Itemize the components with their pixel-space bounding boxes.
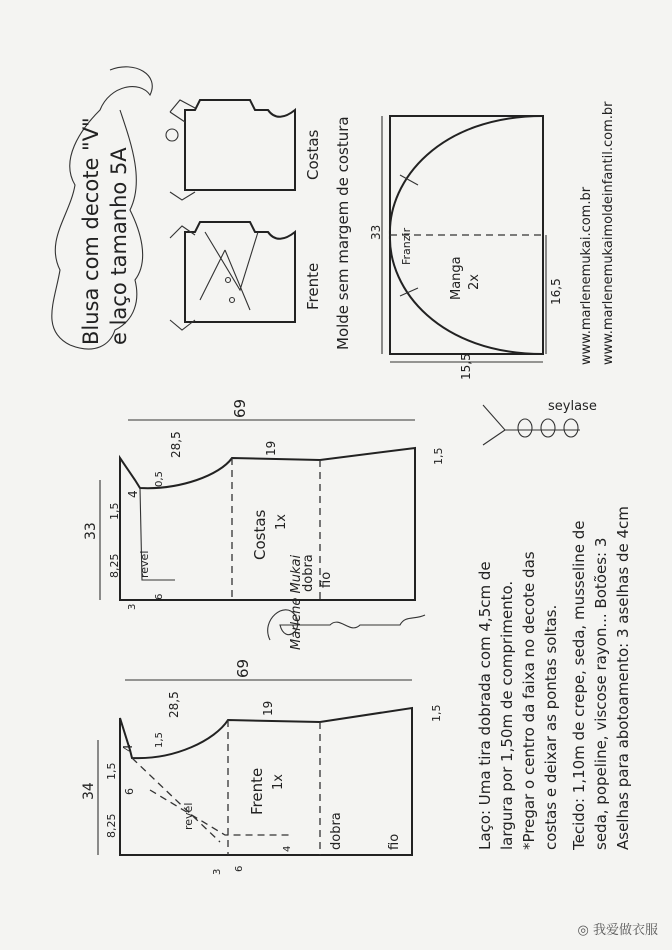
instr-line2: largura por 1,50m de comprimento. — [498, 580, 516, 850]
sketch-back — [166, 100, 322, 200]
back-fold: dobra — [301, 554, 316, 592]
wechat-icon: ◎ — [577, 923, 593, 938]
title-line1: Blusa com decote "V" — [79, 117, 103, 345]
front-grain: fio — [387, 833, 402, 850]
front-offset: 6 — [123, 788, 136, 795]
sleeve-label: Manga — [449, 256, 464, 300]
back-shoulder: 28,5 — [169, 431, 183, 458]
front-armhole: 19 — [261, 700, 275, 716]
front-facing: revel — [182, 802, 195, 830]
front-hem-rise: 1,5 — [430, 704, 443, 722]
signature-text: Marlene Mukai — [289, 554, 304, 650]
website-1: www.marlenemukai.com.br — [579, 186, 594, 365]
back-length: 69 — [231, 398, 249, 418]
instr-line6: seda, popeline, viscose rayon... Botões: 3 — [592, 537, 610, 850]
instr-line3: *Pregar o centro da faixa no decote das — [520, 551, 538, 850]
back-facing: revel — [138, 550, 151, 578]
back-width: 33 — [83, 522, 99, 540]
instructions — [476, 506, 632, 851]
back-name: Costas — [251, 509, 269, 560]
instr-line1: Laço: Uma tira dobrada com 4,5cm de — [476, 561, 494, 850]
front-fold: dobra — [329, 812, 344, 850]
title-line2: e laço tamanho 5A — [107, 147, 131, 345]
back-hem-rise: 1,5 — [432, 447, 445, 465]
back-grain: fio — [319, 571, 334, 588]
front-length: 69 — [234, 658, 252, 678]
back-facing-w: 6 — [154, 593, 165, 600]
sleeve-dim-bottom: 15,5 — [459, 353, 473, 380]
back-qty: 1x — [274, 514, 289, 530]
instr-line5: Tecido: 1,10m de crepe, seda, musseline de — [570, 520, 588, 850]
sleeve-dim-width: 16,5 — [549, 278, 563, 305]
back-armhole: 19 — [264, 440, 278, 456]
front-neck-width: 1,5 — [105, 762, 118, 780]
instr-line7: Aselhas para abotoamento: 3 aselhas de 4cm — [614, 506, 632, 850]
sketch-front-label: Frente — [304, 262, 322, 310]
front-qty: 1x — [271, 774, 286, 790]
front-shoulder: 28,5 — [167, 691, 181, 718]
instr-line4: costas e deixar as pontas soltas. — [542, 604, 560, 850]
front-width: 34 — [81, 782, 97, 800]
watermark-text: 我爱做衣服 — [592, 923, 658, 938]
loop-illustration — [483, 399, 597, 445]
front-neck-curve: 1,5 — [154, 732, 165, 748]
front-placket: 8,25 — [105, 813, 118, 838]
back-facing-s: 3 — [127, 603, 138, 610]
sketch-front — [170, 222, 322, 330]
title-block — [52, 67, 152, 349]
watermark — [578, 919, 659, 938]
loop-label: seylase — [548, 399, 597, 414]
back-neck-width: 1,5 — [108, 502, 121, 520]
sleeve-gather: Franzir — [400, 227, 413, 265]
back-neck-curve: 0,5 — [154, 471, 165, 487]
front-facing-w: 6 — [234, 865, 245, 872]
website-2: www.marlenemukaimoldeinfantil.com.br — [601, 101, 616, 365]
front-neck-depth: 4 — [121, 744, 135, 752]
front-name: Frente — [248, 767, 266, 815]
sketch-back-label: Costas — [304, 129, 322, 180]
front-piece — [81, 659, 443, 875]
back-neck-depth: 4 — [126, 490, 140, 498]
sleeve-dim-height: 33 — [369, 224, 383, 240]
sketch-note: Molde sem margem de costura — [334, 116, 352, 350]
signature — [268, 555, 425, 650]
front-facing-s: 3 — [212, 868, 223, 875]
sleeve-piece — [369, 116, 563, 380]
sleeve-qty: 2x — [467, 274, 482, 290]
front-facing-h: 4 — [282, 845, 293, 852]
back-piece — [83, 399, 445, 610]
back-placket: 8,25 — [108, 553, 121, 578]
